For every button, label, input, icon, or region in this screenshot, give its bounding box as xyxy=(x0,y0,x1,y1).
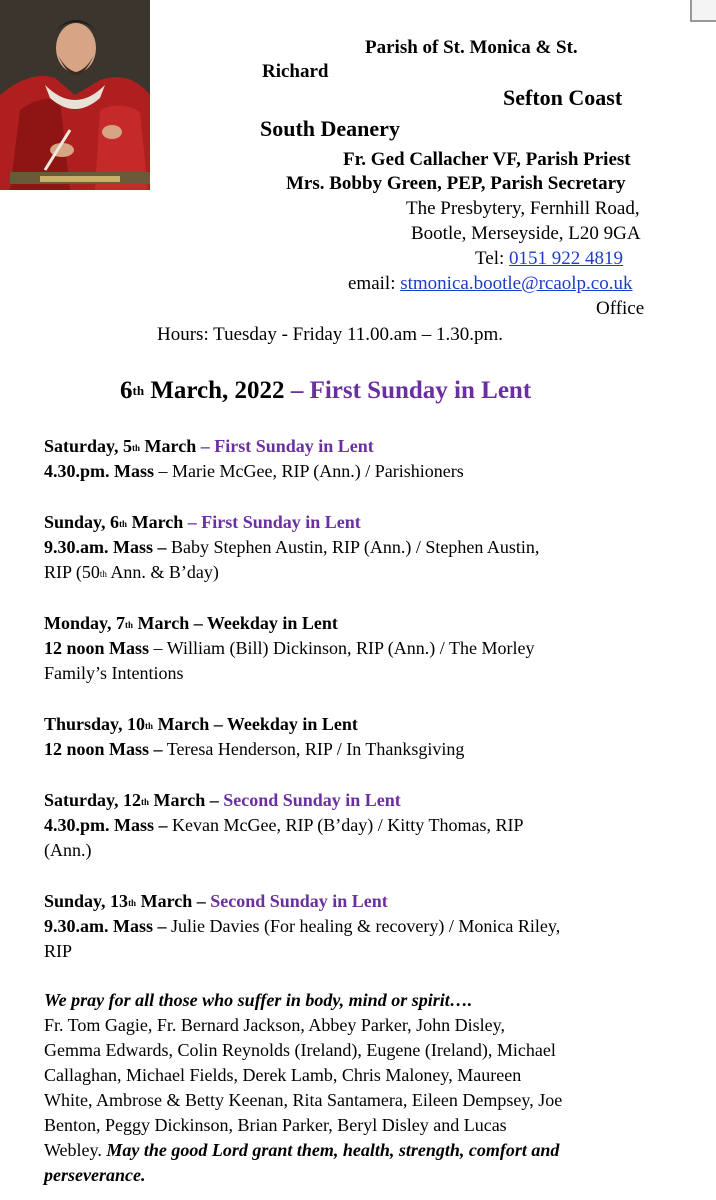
tel-label: Tel: xyxy=(475,248,510,269)
deanery-line-a: Sefton Coast xyxy=(503,85,623,110)
parish-priest: Fr. Ged Callacher VF, Parish Priest xyxy=(343,149,631,170)
entry-day-sup: th xyxy=(119,519,128,529)
mass-entry xyxy=(44,712,684,762)
prayer-names-last: Webley. xyxy=(44,1140,107,1160)
office-hours: Hours: Tuesday - Friday 11.00.am – 1.30.pm. xyxy=(157,324,504,345)
mass-entry xyxy=(44,611,684,686)
deanery-line-b: South Deanery xyxy=(260,116,400,141)
bulletin-title xyxy=(120,375,531,407)
entry-mass-time: 4.30.pm. Mass xyxy=(44,461,155,481)
entry-feast: Second Sunday in Lent xyxy=(205,891,388,911)
entry-feast: – First Sunday in Lent xyxy=(183,512,361,532)
entry-intentions-cont: (Ann.) xyxy=(44,840,92,860)
prayer-closing: May the good Lord grant them, health, strength, comfort and xyxy=(106,1140,560,1160)
entry-month: March – xyxy=(136,891,206,911)
entry-day-sup: th xyxy=(128,898,137,908)
mass-entry xyxy=(44,788,684,863)
parish-name-line2: Richard xyxy=(262,61,329,82)
entry-mass-time: 12 noon Mass – xyxy=(44,739,163,759)
prayer-names-line: Callaghan, Michael Fields, Derek Lamb, Chris Maloney, Maureen xyxy=(44,1065,522,1085)
entry-month: March xyxy=(133,613,190,633)
mass-entry xyxy=(44,889,684,964)
entry-month: March xyxy=(140,436,197,456)
prayer-names-line: White, Ambrose & Betty Keenan, Rita Santamera, Eileen Dempsey, Joe xyxy=(44,1090,563,1110)
entry-day: Sunday, 13 xyxy=(44,891,129,911)
entry-feast: – First Sunday in Lent xyxy=(196,436,374,456)
parish-secretary: Mrs. Bobby Green, PEP, Parish Secretary xyxy=(286,173,626,194)
title-date: March, 2022 xyxy=(144,377,285,404)
entry-month: March xyxy=(153,714,210,734)
address-line1: The Presbytery, Fernhill Road, xyxy=(406,198,640,219)
entry-feast: – Weekday in Lent xyxy=(189,613,338,633)
title-sup: th xyxy=(132,383,145,398)
entry-intentions-cont: RIP xyxy=(44,941,73,961)
email-link[interactable]: stmonica.bootle@rcaolp.co.uk xyxy=(400,273,633,294)
title-feast: – First Sunday in Lent xyxy=(284,377,532,404)
entry-mass-time: 9.30.am. Mass – xyxy=(44,916,167,936)
entry-intentions-sup: th xyxy=(99,569,107,579)
entry-intentions-cont-b: Ann. & B’day) xyxy=(106,562,219,582)
entry-day: Saturday, 5 xyxy=(44,436,133,456)
entry-day-sup: th xyxy=(141,797,150,807)
prayer-names-line: Benton, Peggy Dickinson, Brian Parker, Beryl Disley and Lucas xyxy=(44,1115,507,1135)
entry-day: Saturday, 12 xyxy=(44,790,142,810)
entry-feast: – Weekday in Lent xyxy=(209,714,358,734)
entry-day: Monday, 7 xyxy=(44,613,126,633)
entry-month: March – xyxy=(149,790,219,810)
entry-day-sup: th xyxy=(145,721,154,731)
email-label: email: xyxy=(348,273,401,294)
entry-intentions: Teresa Henderson, RIP / In Thanksgiving xyxy=(162,739,465,759)
title-day: 6 xyxy=(120,377,133,404)
entry-month: March xyxy=(127,512,184,532)
office-label: Office xyxy=(596,298,645,319)
prayer-names-line: Fr. Tom Gagie, Fr. Bernard Jackson, Abbey Parker, John Disley, xyxy=(44,1015,505,1035)
entry-day: Sunday, 6 xyxy=(44,512,120,532)
entry-intentions: – William (Bill) Dickinson, RIP (Ann.) / The Morley xyxy=(149,638,535,658)
mass-entry xyxy=(44,510,684,585)
entry-intentions: Julie Davies (For healing & recovery) / Monica Riley, xyxy=(166,916,561,936)
entry-intentions-cont: Family’s Intentions xyxy=(44,663,184,683)
entry-mass-time: 12 noon Mass xyxy=(44,638,150,658)
email-line xyxy=(348,271,632,296)
mass-entry xyxy=(44,434,684,484)
entry-intentions: Kevan McGee, RIP (B’day) / Kitty Thomas, RIP xyxy=(167,815,524,835)
entry-intentions-cont: RIP (50 xyxy=(44,562,100,582)
entry-mass-time: 9.30.am. Mass – xyxy=(44,537,167,557)
entry-day: Thursday, 10 xyxy=(44,714,146,734)
address-line2: Bootle, Merseyside, L20 9GA xyxy=(411,223,641,244)
telephone-line xyxy=(475,246,623,271)
entry-mass-time: 4.30.pm. Mass – xyxy=(44,815,168,835)
prayer-intro: We pray for all those who suffer in body, mind or spirit…. xyxy=(44,990,473,1010)
entry-day-sup: th xyxy=(125,620,134,630)
prayer-names-line: Gemma Edwards, Colin Reynolds (Ireland), Eugene (Ireland), Michael xyxy=(44,1040,556,1060)
tel-link[interactable]: 0151 922 4819 xyxy=(509,248,624,269)
entry-feast: Second Sunday in Lent xyxy=(218,790,401,810)
prayer-list xyxy=(44,988,684,1188)
image-frame-corner xyxy=(690,0,716,22)
saint-portrait-image xyxy=(0,0,150,190)
parish-name-line1: Parish of St. Monica & St. xyxy=(365,37,578,58)
prayer-closing-end: perseverance. xyxy=(44,1165,146,1185)
entry-intentions: – Marie McGee, RIP (Ann.) / Parishioners xyxy=(154,461,464,481)
entry-day-sup: th xyxy=(132,443,141,453)
entry-intentions: Baby Stephen Austin, RIP (Ann.) / Stephen Austin, xyxy=(166,537,540,557)
